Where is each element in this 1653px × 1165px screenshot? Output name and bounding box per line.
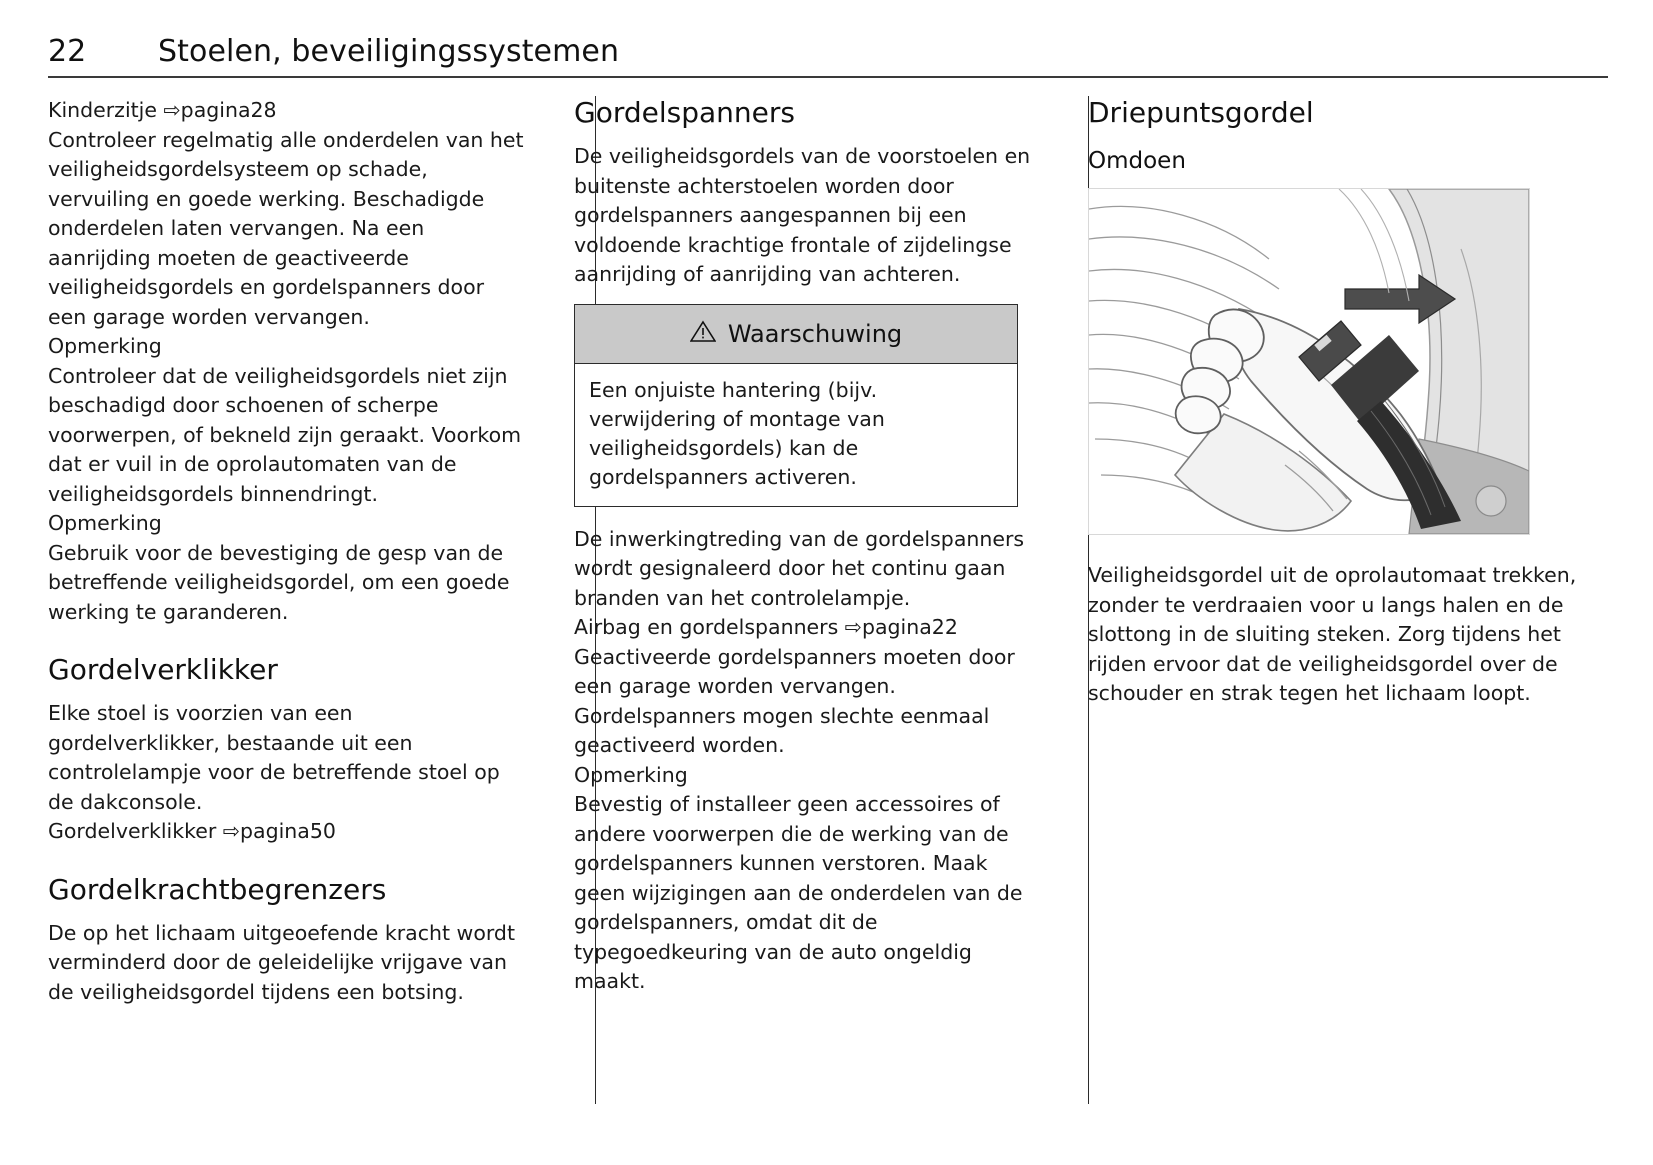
warning-title: Waarschuwing <box>727 319 903 348</box>
page-columns <box>48 96 1608 1116</box>
header-divider <box>48 76 1608 78</box>
paragraph-note-2: Gebruik voor de bevestiging de gesp van de betreffende veiligheidsgordel, om een goede werking te garanderen. <box>48 540 510 624</box>
note-label-2: Opmerking <box>48 511 162 535</box>
paragraph-gordelverklikker: Elke stoel is voorzien van een gordelverklikker, bestaande uit een controlelampje voor de betreffende stoel op de dakconsole. <box>48 701 500 814</box>
page-header <box>48 34 1608 69</box>
warning-box-header <box>575 305 1017 364</box>
warning-text: Een onjuiste hantering (bijv. verwijdering of montage van veiligheidsgordels) kan de gordelspanners activeren. <box>589 377 885 489</box>
note-label-3: Opmerking <box>574 762 688 787</box>
column-left <box>48 96 548 1116</box>
heading-gordelverklikker: Gordelverklikker <box>48 653 278 686</box>
heading-omdoen: Omdoen <box>1088 148 1186 174</box>
paragraph-note-1: Controleer dat de veiligheidsgordels niet zijn beschadigd door schoenen of scherpe voorwerpen, of bekneld zijn geraakt. Voorkom dat er vuil in de oprolautomaten van de veiligheidsgordels binnendringt. <box>48 363 522 506</box>
seatbelt-fastening-illustration <box>1088 188 1530 535</box>
reference-gordelverklikker: Gordelverklikker ⇨pagina50 <box>48 819 336 843</box>
page-number: 22 <box>48 34 87 69</box>
paragraph-gordelkrachtbegrenzers: De op het lichaam uitgeoefende kracht wordt verminderd door de geleidelijke vrijgave van de veiligheidsgordel tijdens een botsing. <box>48 920 515 1004</box>
warning-box-body <box>575 364 1017 506</box>
heading-gordelkrachtbegrenzers: Gordelkrachtbegrenzers <box>48 872 387 906</box>
paragraph-replacement: Geactiveerde gordelspanners moeten door een garage worden vervangen. Gordelspanners mogen slechte eenmaal geactiveerd worden. <box>574 644 1015 757</box>
warning-box <box>574 304 1018 507</box>
warning-triangle-icon <box>690 320 716 347</box>
paragraph-driepuntsgordel: Veiligheidsgordel uit de oprolautomaat trekken, zonder te verdraaien voor u langs halen en de slottong in de sluiting steken. Zorg tijdens het rijden ervoor dat de veiligheidsgordel over de schouder en strak tegen het lichaam loopt. <box>1088 563 1577 705</box>
reference-airbag: Airbag en gordelspanners ⇨pagina22 <box>574 615 958 639</box>
column-right <box>1056 96 1608 1116</box>
chapter-title: Stoelen, beveiligingssystemen <box>158 34 620 69</box>
heading-gordelspanners: Gordelspanners <box>574 96 795 129</box>
paragraph-activation-signal: De inwerkingtreding van de gordelspanners wordt gesignaleerd door het continu gaan branden van het controlelampje. <box>574 526 1025 610</box>
paragraph-note-3: Bevestig of installeer geen accessoires of andere voorwerpen die de werking van de gordelspanners kunnen verstoren. Maak geen wijzigingen aan de onderdelen van de gordelspanners, omdat dit de typegoedkeuring van de auto ongeldig maakt. <box>574 792 1023 993</box>
paragraph-inspection: Controleer regelmatig alle onderdelen van het veiligheidsgordelsysteem op schade, vervuiling en goede werking. Beschadigde onderdelen laten vervangen. Na een aanrijding moeten de geactiveerde veiligheidsgordels en gordelspanners door een garage worden vervangen. <box>48 127 524 329</box>
illustration-svg <box>1089 189 1529 534</box>
child-seat-reference: Kinderzitje ⇨pagina28 <box>48 98 277 122</box>
heading-driepuntsgordel: Driepuntsgordel <box>1088 96 1314 129</box>
note-label-1: Opmerking <box>48 334 162 358</box>
paragraph-gordelspanners-intro: De veiligheidsgordels van de voorstoelen en buitenste achterstoelen worden door gordelspanners aangespannen bij een voldoende krachtige frontale of zijdelingse aanrijding of aanrijding van achteren. <box>574 144 1031 286</box>
column-center <box>548 96 1056 1116</box>
